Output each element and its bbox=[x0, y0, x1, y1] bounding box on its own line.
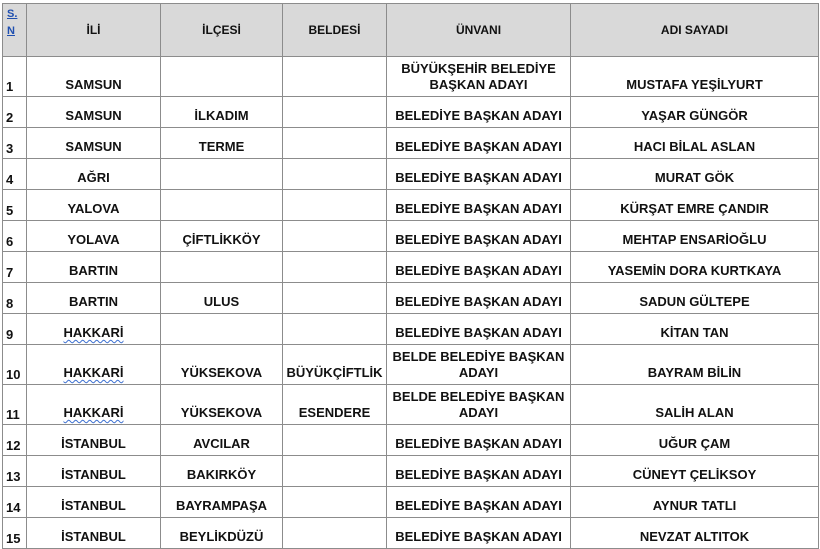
cell-ilcesi: BAKIRKÖY bbox=[161, 456, 283, 487]
cell-unvani: BELEDİYE BAŞKAN ADAYI bbox=[387, 159, 571, 190]
cell-unvani: BÜYÜKŞEHİR BELEDİYE BAŞKAN ADAYI bbox=[387, 57, 571, 97]
cell-beldesi bbox=[283, 159, 387, 190]
cell-unvani: BELEDİYE BAŞKAN ADAYI bbox=[387, 97, 571, 128]
row-number: 6 bbox=[3, 221, 27, 252]
cell-beldesi bbox=[283, 57, 387, 97]
cell-adi: KÜRŞAT EMRE ÇANDIR bbox=[571, 190, 819, 221]
row-number: 1 bbox=[3, 57, 27, 97]
row-number: 2 bbox=[3, 97, 27, 128]
table-row bbox=[3, 221, 819, 252]
cell-beldesi bbox=[283, 283, 387, 314]
header-ilcesi: İLÇESİ bbox=[161, 4, 283, 57]
cell-ili: YOLAVA bbox=[27, 221, 161, 252]
cell-ilcesi: BEYLİKDÜZÜ bbox=[161, 518, 283, 549]
header-adi-soyadi: ADI SAYADI bbox=[571, 4, 819, 57]
cell-ilcesi: ÇİFTLİKKÖY bbox=[161, 221, 283, 252]
header-ili: İLİ bbox=[27, 4, 161, 57]
cell-unvani: BELEDİYE BAŞKAN ADAYI bbox=[387, 518, 571, 549]
cell-unvani: BELEDİYE BAŞKAN ADAYI bbox=[387, 221, 571, 252]
cell-ili: SAMSUN bbox=[27, 57, 161, 97]
row-number: 5 bbox=[3, 190, 27, 221]
cell-ilcesi: BAYRAMPAŞA bbox=[161, 487, 283, 518]
cell-beldesi: BÜYÜKÇİFTLİK bbox=[283, 345, 387, 385]
cell-adi: MUSTAFA YEŞİLYURT bbox=[571, 57, 819, 97]
cell-adi: MEHTAP ENSARİOĞLU bbox=[571, 221, 819, 252]
row-number: 10 bbox=[3, 345, 27, 385]
row-number: 8 bbox=[3, 283, 27, 314]
cell-ili: İSTANBUL bbox=[27, 518, 161, 549]
table-row bbox=[3, 314, 819, 345]
cell-unvani: BELEDİYE BAŞKAN ADAYI bbox=[387, 314, 571, 345]
cell-adi: AYNUR TATLI bbox=[571, 487, 819, 518]
cell-ilcesi bbox=[161, 190, 283, 221]
row-number: 3 bbox=[3, 128, 27, 159]
table-row bbox=[3, 456, 819, 487]
cell-unvani: BELDE BELEDİYE BAŞKAN ADAYI bbox=[387, 385, 571, 425]
table-row bbox=[3, 57, 819, 97]
cell-ili: SAMSUN bbox=[27, 97, 161, 128]
cell-ilcesi: TERME bbox=[161, 128, 283, 159]
cell-adi: NEVZAT ALTITOK bbox=[571, 518, 819, 549]
cell-ili: HAKKARİ bbox=[27, 345, 161, 385]
table-row bbox=[3, 97, 819, 128]
candidates-table bbox=[2, 3, 819, 549]
cell-ili: İSTANBUL bbox=[27, 425, 161, 456]
table-row bbox=[3, 283, 819, 314]
header-sn bbox=[3, 4, 27, 57]
row-number: 12 bbox=[3, 425, 27, 456]
row-number: 9 bbox=[3, 314, 27, 345]
cell-adi: CÜNEYT ÇELİKSOY bbox=[571, 456, 819, 487]
cell-adi: SADUN GÜLTEPE bbox=[571, 283, 819, 314]
cell-ili: İSTANBUL bbox=[27, 456, 161, 487]
cell-unvani: BELEDİYE BAŞKAN ADAYI bbox=[387, 128, 571, 159]
table-row bbox=[3, 385, 819, 425]
cell-ilcesi: AVCILAR bbox=[161, 425, 283, 456]
cell-beldesi bbox=[283, 456, 387, 487]
table-row bbox=[3, 487, 819, 518]
cell-ili: HAKKARİ bbox=[27, 314, 161, 345]
cell-beldesi bbox=[283, 518, 387, 549]
cell-unvani: BELDE BELEDİYE BAŞKAN ADAYI bbox=[387, 345, 571, 385]
row-number: 15 bbox=[3, 518, 27, 549]
row-number: 11 bbox=[3, 385, 27, 425]
cell-adi: UĞUR ÇAM bbox=[571, 425, 819, 456]
cell-ili: YALOVA bbox=[27, 190, 161, 221]
cell-unvani: BELEDİYE BAŞKAN ADAYI bbox=[387, 252, 571, 283]
cell-ilcesi bbox=[161, 252, 283, 283]
cell-adi: BAYRAM BİLİN bbox=[571, 345, 819, 385]
cell-beldesi bbox=[283, 252, 387, 283]
cell-adi: KİTAN TAN bbox=[571, 314, 819, 345]
cell-adi: YASEMİN DORA KURTKAYA bbox=[571, 252, 819, 283]
cell-beldesi: ESENDERE bbox=[283, 385, 387, 425]
row-number: 4 bbox=[3, 159, 27, 190]
table-row bbox=[3, 190, 819, 221]
cell-ili: BARTIN bbox=[27, 283, 161, 314]
cell-beldesi bbox=[283, 97, 387, 128]
cell-ili: SAMSUN bbox=[27, 128, 161, 159]
row-number: 7 bbox=[3, 252, 27, 283]
table-row bbox=[3, 345, 819, 385]
cell-ilcesi: İLKADIM bbox=[161, 97, 283, 128]
cell-adi: MURAT GÖK bbox=[571, 159, 819, 190]
cell-unvani: BELEDİYE BAŞKAN ADAYI bbox=[387, 425, 571, 456]
cell-beldesi bbox=[283, 128, 387, 159]
cell-ili: İSTANBUL bbox=[27, 487, 161, 518]
cell-unvani: BELEDİYE BAŞKAN ADAYI bbox=[387, 190, 571, 221]
cell-adi: YAŞAR GÜNGÖR bbox=[571, 97, 819, 128]
cell-ilcesi bbox=[161, 159, 283, 190]
table-row bbox=[3, 518, 819, 549]
table-row bbox=[3, 159, 819, 190]
cell-beldesi bbox=[283, 190, 387, 221]
table-row bbox=[3, 128, 819, 159]
header-sn-line1: S. bbox=[7, 8, 18, 20]
cell-ili: HAKKARİ bbox=[27, 385, 161, 425]
cell-unvani: BELEDİYE BAŞKAN ADAYI bbox=[387, 487, 571, 518]
table-header-row bbox=[3, 4, 819, 57]
header-sn-line2: N bbox=[7, 25, 15, 37]
row-number: 14 bbox=[3, 487, 27, 518]
cell-ilcesi bbox=[161, 314, 283, 345]
cell-ili: BARTIN bbox=[27, 252, 161, 283]
header-unvani: ÜNVANI bbox=[387, 4, 571, 57]
cell-unvani: BELEDİYE BAŞKAN ADAYI bbox=[387, 456, 571, 487]
cell-ili: AĞRI bbox=[27, 159, 161, 190]
cell-ilcesi: ULUS bbox=[161, 283, 283, 314]
cell-adi: HACI BİLAL ASLAN bbox=[571, 128, 819, 159]
cell-unvani: BELEDİYE BAŞKAN ADAYI bbox=[387, 283, 571, 314]
row-number: 13 bbox=[3, 456, 27, 487]
cell-ilcesi: YÜKSEKOVA bbox=[161, 385, 283, 425]
cell-ilcesi bbox=[161, 57, 283, 97]
cell-adi: SALİH ALAN bbox=[571, 385, 819, 425]
cell-beldesi bbox=[283, 487, 387, 518]
cell-ilcesi: YÜKSEKOVA bbox=[161, 345, 283, 385]
cell-beldesi bbox=[283, 314, 387, 345]
cell-beldesi bbox=[283, 221, 387, 252]
table-row bbox=[3, 425, 819, 456]
table-row bbox=[3, 252, 819, 283]
header-beldesi: BELDESİ bbox=[283, 4, 387, 57]
cell-beldesi bbox=[283, 425, 387, 456]
